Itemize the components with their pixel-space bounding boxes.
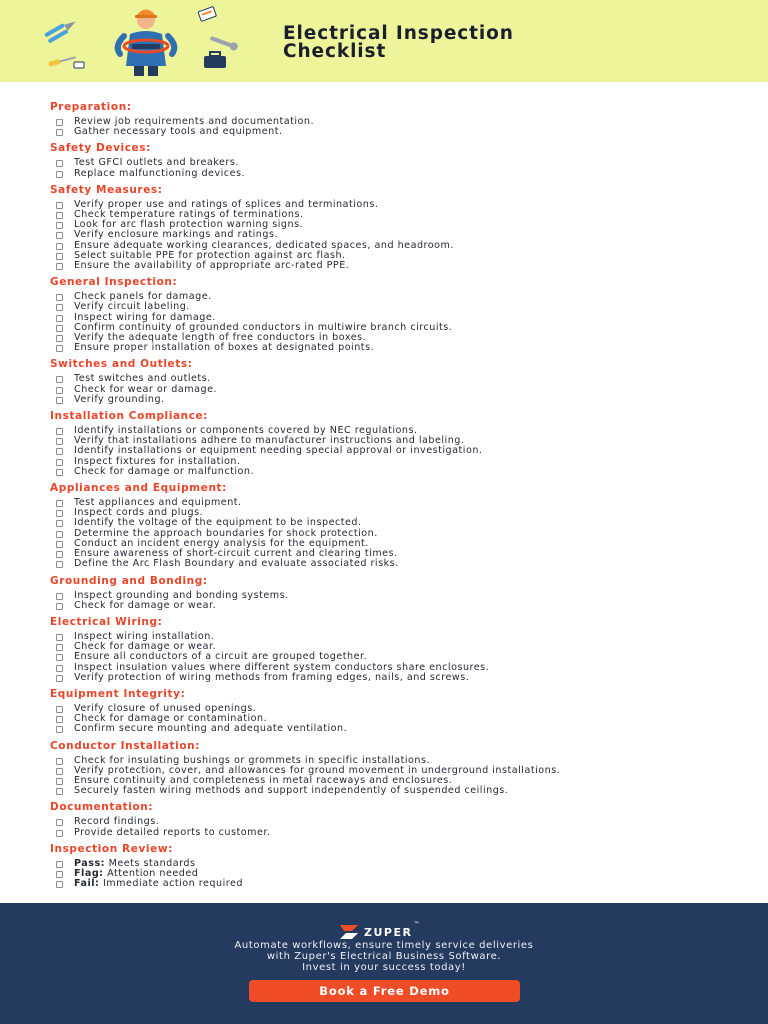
item-text: Gather necessary tools and equipment.: [74, 126, 283, 138]
item-text: Ensure continuity and completeness in metal raceways and enclosures.: [74, 774, 453, 786]
item-text: Conduct an incident energy analysis for the equipment.: [74, 537, 369, 549]
item-text: Verify the adequate length of free conductors in boxes.: [74, 332, 367, 344]
item-text: Replace malfunctioning devices.: [74, 167, 246, 179]
checklist-items: [50, 756, 750, 797]
item-text: Check for damage or contamination.: [74, 713, 268, 725]
item-text: Verify protection of wiring methods from framing edges, nails, and screws.: [74, 671, 470, 683]
item-text: Check for insulating bushings or grommets in specific installations.: [74, 754, 431, 766]
checkbox[interactable]: [56, 881, 63, 888]
item-text: Inspect wiring for damage.: [74, 311, 216, 323]
item-text: Ensure all conductors of a circuit are grouped together.: [74, 651, 368, 663]
item-text: Look for arc flash protection warning signs.: [74, 219, 304, 231]
checklist-section: [50, 184, 750, 271]
checkbox[interactable]: [56, 253, 63, 260]
checklist-item: [50, 169, 750, 179]
item-text: Test switches and outlets.: [74, 373, 211, 385]
item-text: Record findings.: [74, 816, 160, 828]
checkbox[interactable]: [56, 376, 63, 383]
checklist-item: [50, 467, 750, 477]
checklist-items: [50, 374, 750, 405]
checkbox[interactable]: [56, 531, 63, 538]
checklist-items: [50, 498, 750, 569]
checklist-items: [50, 632, 750, 683]
section-title: Documentation:: [50, 801, 154, 814]
checkbox[interactable]: [56, 644, 63, 651]
checkbox[interactable]: [56, 871, 63, 878]
checklist-section: [50, 142, 750, 178]
checklist-section: [50, 358, 750, 405]
item-text: Verify closure of unused openings.: [74, 702, 257, 714]
section-title: Installation Compliance:: [50, 410, 209, 423]
checkbox[interactable]: [56, 551, 63, 558]
item-text: Confirm secure mounting and adequate ventilation.: [74, 723, 348, 735]
checkbox[interactable]: [56, 315, 63, 322]
checklist-item: [50, 786, 634, 796]
section-title: General Inspection:: [50, 276, 178, 289]
checkbox[interactable]: [56, 541, 63, 548]
checklist-items: [50, 200, 750, 271]
item-text: Check for damage or wear.: [74, 599, 217, 611]
checklist-item: [50, 395, 750, 405]
checkbox[interactable]: [56, 304, 63, 311]
checklist-items: [50, 591, 750, 611]
item-status-label: Pass:: [74, 857, 106, 869]
checkbox[interactable]: [56, 335, 63, 342]
checkbox[interactable]: [56, 263, 63, 270]
logo-text: ZUPER: [364, 925, 413, 939]
item-text: Attention needed: [103, 867, 199, 879]
checklist-section: [50, 740, 750, 797]
checkbox[interactable]: [56, 716, 63, 723]
checkbox[interactable]: [56, 593, 63, 600]
checklist-section: [50, 688, 750, 735]
checkbox[interactable]: [56, 345, 63, 352]
checklist-item: [50, 601, 750, 611]
checklist-section: [50, 101, 750, 137]
item-status-label: Flag:: [74, 867, 104, 879]
checkbox[interactable]: [56, 861, 63, 868]
checklist-item: [50, 828, 750, 838]
item-text: Inspect wiring installation.: [74, 630, 215, 642]
section-title: Electrical Wiring:: [50, 615, 163, 628]
section-title: Equipment Integrity:: [50, 687, 186, 700]
item-text: Inspect fixtures for installation.: [74, 455, 241, 467]
item-text: Inspect cords and plugs.: [74, 507, 204, 519]
title-line-2: Checklist: [283, 41, 387, 62]
checklist-section: [50, 410, 750, 477]
checklist-items: [50, 117, 750, 137]
checklist-items: [50, 426, 750, 477]
item-text: Identify installations or components covered by NEC regulations.: [74, 425, 418, 437]
checkbox[interactable]: [56, 448, 63, 455]
checklist-items: [50, 292, 750, 353]
checkbox[interactable]: [56, 634, 63, 641]
item-text: Check for wear or damage.: [74, 383, 218, 395]
checkbox[interactable]: [56, 243, 63, 250]
checkbox[interactable]: [56, 212, 63, 219]
section-title: Appliances and Equipment:: [50, 482, 227, 495]
item-text: Provide detailed reports to customer.: [74, 826, 271, 838]
checkbox[interactable]: [56, 788, 63, 795]
item-text: Confirm continuity of grounded conductors in multiwire branch circuits.: [74, 321, 453, 333]
item-text: Check temperature ratings of terminations.: [74, 209, 304, 221]
checkbox[interactable]: [56, 510, 63, 517]
checklist-items: [50, 817, 750, 837]
title-line-1: Electrical Inspection: [283, 23, 514, 44]
checkbox[interactable]: [56, 758, 63, 765]
promo-tagline: [0, 940, 768, 973]
promo-footer: [0, 903, 768, 1024]
item-text: Test appliances and equipment.: [74, 497, 242, 509]
item-text: Define the Arc Flash Boundary and evaluate associated risks.: [74, 558, 399, 570]
checkbox[interactable]: [56, 119, 63, 126]
checkbox[interactable]: [56, 469, 63, 476]
checkbox[interactable]: [56, 768, 63, 775]
item-text: Verify circuit labeling.: [74, 301, 190, 313]
checklist-item: [50, 724, 750, 734]
checkbox[interactable]: [56, 778, 63, 785]
checklist-items: [50, 158, 750, 178]
item-text: Ensure adequate working clearances, dedicated spaces, and headroom.: [74, 239, 454, 251]
item-text: Securely fasten wiring methods and support independently of suspended ceilings.: [74, 785, 509, 797]
checklist-item: [50, 261, 750, 271]
page-header: [0, 0, 768, 82]
checklist-item: [50, 343, 750, 353]
checkbox[interactable]: [56, 706, 63, 713]
checkbox[interactable]: [56, 171, 63, 178]
item-text: Inspect grounding and bonding systems.: [74, 589, 289, 601]
checklist-section: [50, 843, 750, 890]
checklist: [50, 101, 750, 894]
tagline-line-2: with Zuper's Electrical Business Software.: [266, 951, 502, 962]
checklist-item: [50, 559, 750, 569]
checkbox[interactable]: [56, 830, 63, 837]
checklist-item: [50, 879, 750, 889]
item-text: Verify enclosure markings and ratings.: [74, 229, 278, 241]
checklist-section: [50, 616, 750, 683]
checklist-item: [50, 673, 750, 683]
item-text: Check for damage or wear.: [74, 641, 217, 653]
checkbox[interactable]: [56, 438, 63, 445]
electrician-with-tools-icon: [36, 4, 246, 80]
section-title: Inspection Review:: [50, 842, 173, 855]
checklist-items: [50, 704, 750, 735]
checklist-section: [50, 276, 750, 353]
checkbox[interactable]: [56, 428, 63, 435]
checklist-section: [50, 482, 750, 569]
section-title: Grounding and Bonding:: [50, 574, 208, 587]
item-text: Check panels for damage.: [74, 291, 212, 303]
checkbox[interactable]: [56, 294, 63, 301]
checkbox[interactable]: [56, 397, 63, 404]
page-title: [283, 25, 514, 61]
tagline-line-3: Invest in your success today!: [302, 962, 466, 973]
checkbox[interactable]: [56, 160, 63, 167]
item-text: Review job requirements and documentation.: [74, 116, 315, 127]
checkbox[interactable]: [56, 387, 63, 394]
item-text: Select suitable PPE for protection against arc flash.: [74, 249, 346, 261]
section-title: Preparation:: [50, 101, 132, 113]
item-text: Meets standards: [105, 857, 196, 869]
item-text: Identify the voltage of the equipment to be inspected.: [74, 517, 362, 529]
checkbox[interactable]: [56, 459, 63, 466]
checklist-section: [50, 575, 750, 611]
section-title: Switches and Outlets:: [50, 358, 193, 371]
checkbox[interactable]: [56, 654, 63, 661]
checkbox[interactable]: [56, 202, 63, 209]
item-text: Identify installations or equipment needing special approval or investigation.: [74, 445, 483, 457]
checkbox[interactable]: [56, 675, 63, 682]
item-text: Verify proper use and ratings of splices and terminations.: [74, 198, 379, 210]
item-text: Ensure proper installation of boxes at designated points.: [74, 342, 375, 354]
zuper-logo-icon: [338, 923, 360, 941]
book-demo-button[interactable]: Book a Free Demo: [249, 980, 520, 1002]
item-status-label: Fail:: [74, 878, 100, 890]
item-text: Verify that installations adhere to manufacturer instructions and labeling.: [74, 435, 465, 447]
section-title: Conductor Installation:: [50, 739, 201, 752]
item-text: Immediate action required: [99, 878, 243, 890]
checkbox[interactable]: [56, 665, 63, 672]
item-text: Ensure awareness of short-circuit current and clearing times.: [74, 548, 398, 560]
tagline-line-1: Automate workflows, ensure timely service deliveries: [234, 940, 534, 951]
trademark-mark: ™: [413, 921, 420, 928]
checkbox[interactable]: [56, 500, 63, 507]
checkbox[interactable]: [56, 561, 63, 568]
item-text: Determine the approach boundaries for shock protection.: [74, 527, 378, 539]
checklist-items: [50, 859, 750, 890]
checklist-section: [50, 801, 750, 837]
checkbox[interactable]: [56, 520, 63, 527]
checkbox[interactable]: [56, 222, 63, 229]
item-text: Test GFCI outlets and breakers.: [74, 157, 239, 169]
item-text: Ensure the availability of appropriate arc-rated PPE.: [74, 260, 350, 272]
section-title: Safety Devices:: [50, 142, 151, 155]
section-title: Safety Measures:: [50, 183, 163, 196]
checkbox[interactable]: [56, 129, 63, 136]
checkbox[interactable]: [56, 232, 63, 239]
checkbox[interactable]: [56, 603, 63, 610]
checkbox[interactable]: [56, 726, 63, 733]
item-text: Verify grounding.: [74, 393, 165, 405]
item-text: Check for damage or malfunction.: [74, 465, 255, 477]
checkbox[interactable]: [56, 819, 63, 826]
checkbox[interactable]: [56, 325, 63, 332]
item-text: Verify protection, cover, and allowances for ground movement in underground installations.: [74, 764, 561, 776]
checklist-item: [50, 127, 750, 137]
item-text: Inspect insulation values where different system conductors share enclosures.: [74, 661, 490, 673]
